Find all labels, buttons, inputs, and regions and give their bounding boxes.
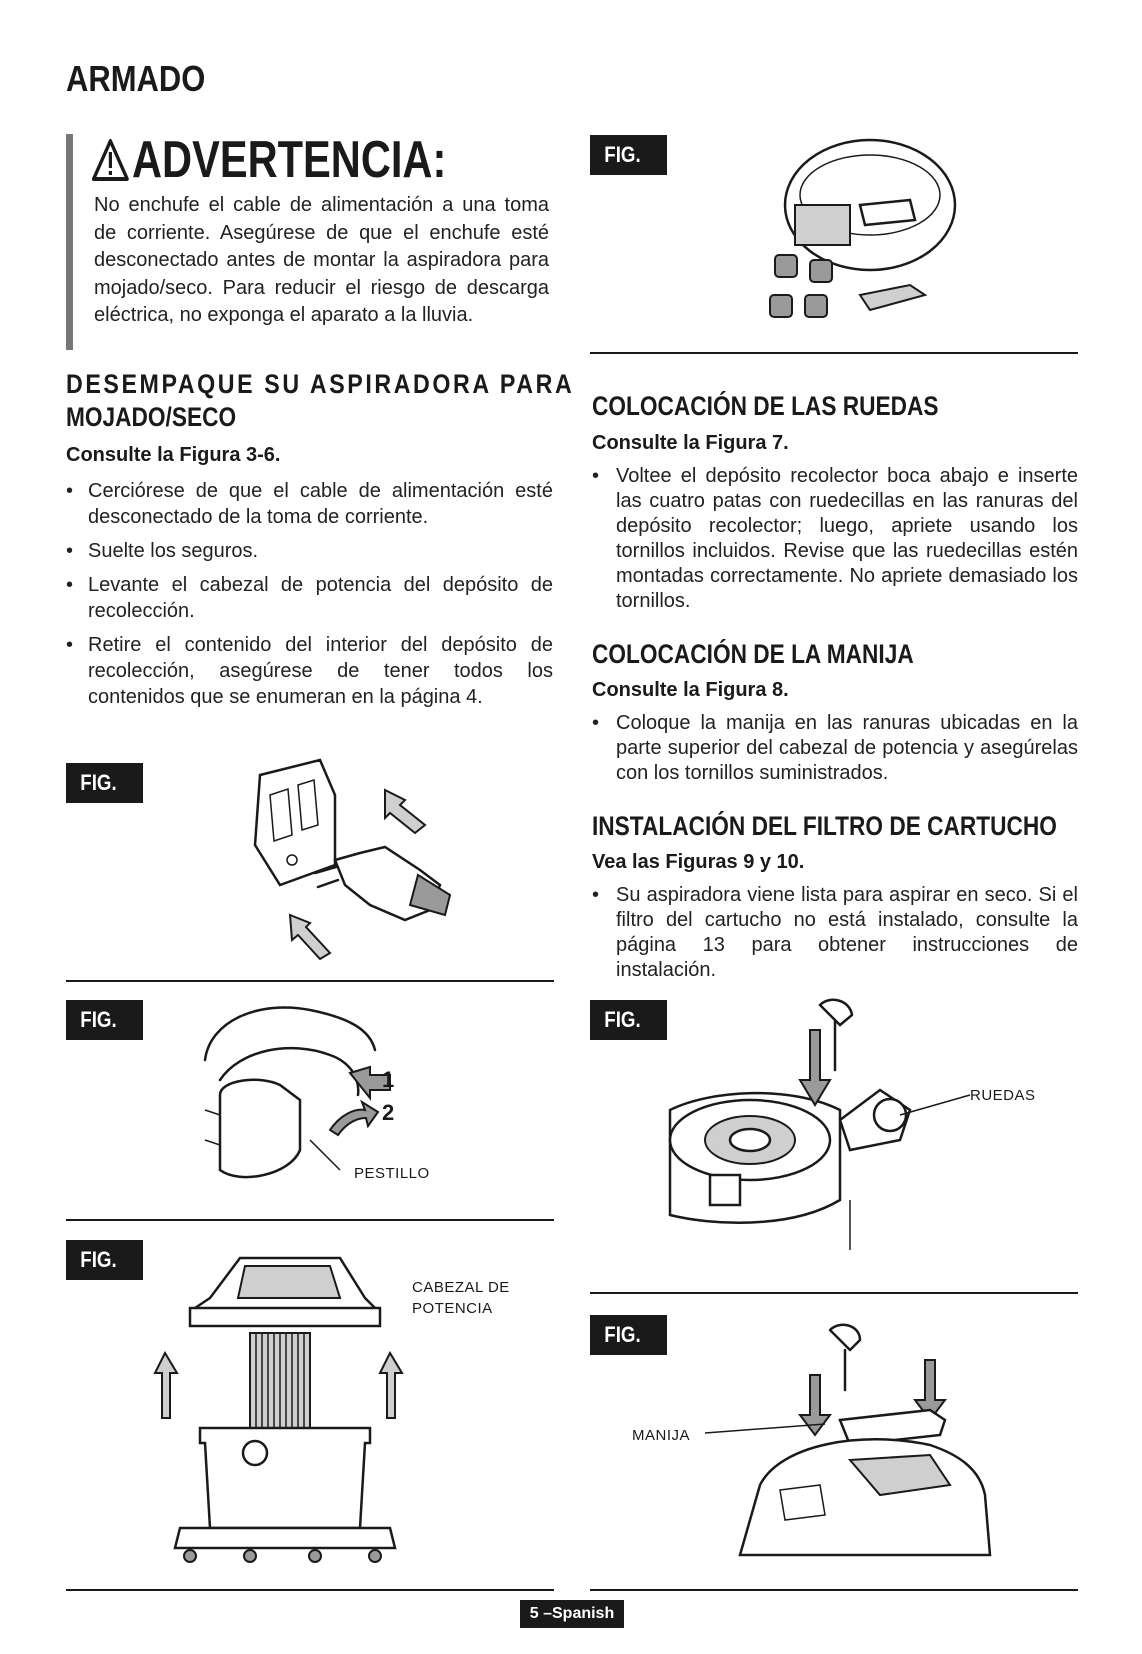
fig4-latch-callout: PESTILLO — [354, 1165, 430, 1182]
warning-triangle-icon — [92, 138, 129, 182]
unpack-ref: Consulte la Figura 3-6. — [66, 444, 281, 466]
fig6-label: FIG. 6 — [590, 135, 667, 175]
wheels-bullet-list — [592, 464, 1078, 614]
fig4-step1: 1 — [382, 1067, 395, 1092]
filter-bullet-1: • Su aspiradora viene lista para aspirar en seco. Si el filtro del cartucho no está instalado, consulte la página 13 para obtener instrucciones de instalación. — [592, 883, 1078, 983]
handle-heading: COLOCACIÓN DE LA MANIJA — [592, 639, 914, 669]
fig6-rule — [590, 352, 1078, 354]
fig7-label: FIG. 7 — [590, 1000, 667, 1040]
warning-heading-text: ADVERTENCIA: — [132, 131, 447, 189]
fig5-vacuum-lift-illustration — [150, 1238, 420, 1568]
unpack-heading-line1: DESEMPAQUE SU ASPIRADORA PARA — [66, 369, 575, 399]
wheels-heading: COLOCACIÓN DE LAS RUEDAS — [592, 391, 939, 421]
filter-heading: INSTALACIÓN DEL FILTRO DE CARTUCHO — [592, 811, 1057, 841]
fig4-label: FIG. 4 — [66, 1000, 143, 1040]
fig8-handle-illustration — [700, 1320, 1030, 1570]
handle-ref: Consulte la Figura 8. — [592, 679, 789, 701]
wheels-bullet-1: • Voltee el depósito recolector boca abajo e inserte las cuatro patas con ruedecillas en las ranuras del depósito recolector; luego, apriete usando los tornillos incluidos. Revise que las ruedecillas estén montadas correctamente. No apriete demasiado los tornillos. — [592, 464, 1078, 614]
footer-rule-left — [66, 1589, 554, 1591]
fig5-label: FIG. 5 — [66, 1240, 143, 1280]
fig8-handle-leader-line — [705, 1420, 825, 1440]
fig7-rule — [590, 1292, 1078, 1294]
fig4-step2: 2 — [382, 1100, 395, 1125]
unpack-bullet-4: • Retire el contenido del interior del depósito de recolección, asegúrese de tener todos los contenidos que se enumeran en la página 4. — [66, 632, 553, 710]
warning-heading — [92, 130, 446, 190]
warning-body: No enchufe el cable de alimentación a una toma de corriente. Asegúrese de que el enchufe esté desconectado antes de montar la aspiradora para mojado/seco. Para reducir el riesgo de descarga eléctrica, no exponga el aparato a la lluvia. — [94, 194, 549, 326]
handle-bullet-list — [592, 711, 1078, 786]
page-footer: 5 –Spanish — [520, 1600, 624, 1628]
page-title: ARMADO — [66, 58, 206, 99]
fig6-contents-illustration — [760, 135, 960, 335]
footer-rule-right — [590, 1589, 1078, 1591]
unpack-bullet-1: • Cerciórese de que el cable de alimentación esté desconectado de la toma de corriente. — [66, 478, 553, 530]
handle-bullet-1: • Coloque la manija en las ranuras ubicadas en la parte superior del cabezal de potencia y asegúrelas con los tornillos suministrados. — [592, 711, 1078, 786]
fig5-power-head-callout-line2: POTENCIA — [412, 1300, 493, 1317]
fig4-rule — [66, 1219, 554, 1221]
unpack-bullet-list — [66, 478, 553, 718]
filter-ref: Vea las Figuras 9 y 10. — [592, 851, 805, 873]
wheels-ref: Consulte la Figura 7. — [592, 432, 789, 454]
fig3-rule — [66, 980, 554, 982]
warning-bar — [66, 134, 73, 350]
fig7-wheels-callout: RUEDAS — [970, 1087, 1036, 1104]
fig3-label: FIG. 3 — [66, 763, 143, 803]
unpack-bullet-2: • Suelte los seguros. — [66, 538, 553, 564]
fig8-label: FIG. 8 — [590, 1315, 667, 1355]
unpack-heading-line2: MOJADO/SECO — [66, 402, 237, 432]
fig5-power-head-callout-line1: CABEZAL DE — [412, 1279, 510, 1296]
fig3-outlet-plug-illustration — [240, 755, 460, 965]
filter-bullet-list — [592, 883, 1078, 983]
fig7-wheels-illustration — [670, 1000, 970, 1265]
unpack-bullet-3: • Levante el cabezal de potencia del depósito de recolección. — [66, 572, 553, 624]
fig8-handle-callout: MANIJA — [632, 1427, 691, 1444]
